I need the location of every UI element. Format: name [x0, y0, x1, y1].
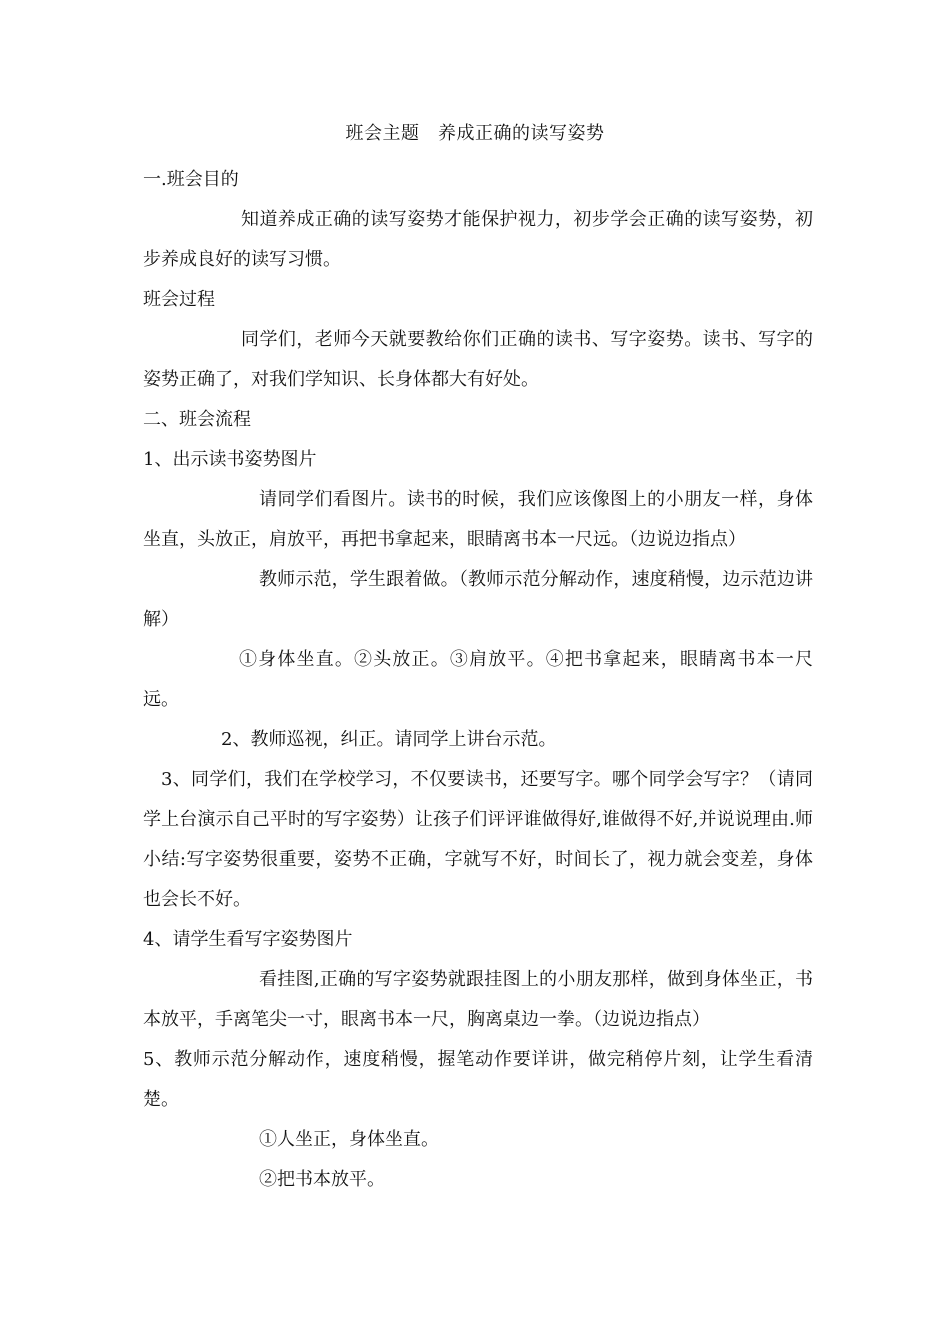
writing-step-1: ①人坐正，身体坐直。: [259, 1129, 439, 1150]
step-2: 2、教师巡视，纠正。请同学上讲台示范。: [221, 729, 557, 750]
document-title: 班会主题 养成正确的读写姿势: [345, 123, 605, 144]
section-heading-purpose: 一.班会目的: [143, 169, 239, 190]
paragraph-reading-steps: ①身体坐直。②头放正。③肩放平。④把书拿起来，眼睛离书本一尺远。: [143, 649, 813, 710]
paragraph-intro: 同学们，老师今天就要教给你们正确的读书、写字姿势。读书、写字的姿势正确了，对我们学知识、长身体都大有好处。: [143, 329, 813, 390]
step-5: 5、教师示范分解动作，速度稍慢，握笔动作要详讲，做完稍停片刻，让学生看清楚。: [143, 1049, 813, 1110]
section-heading-flow: 二、班会流程: [143, 409, 251, 430]
section-heading-process: 班会过程: [143, 289, 215, 310]
paragraph-teacher-demo: 教师示范，学生跟着做。（教师示范分解动作，速度稍慢，边示范边讲解）: [143, 569, 813, 630]
paragraph-purpose: 知道养成正确的读写姿势才能保护视力，初步学会正确的读写姿势，初步养成良好的读写习惯。: [143, 209, 813, 270]
step-3: 3、同学们，我们在学校学习，不仅要读书，还要写字。哪个同学会写字？（请同学上台演示自己平时的写字姿势）让孩子们评评谁做得好,谁做得不好,并说说理由.师小结:写字姿势很重要，姿势不正确，字就写不好，时间长了，视力就会变差，身体也会长不好。: [143, 769, 813, 910]
paragraph-reading-picture: 请同学们看图片。读书的时候，我们应该像图上的小朋友一样，身体坐直，头放正，肩放平，再把书拿起来，眼睛离书本一尺远。（边说边指点）: [143, 489, 813, 550]
writing-step-2: ②把书本放平。: [259, 1169, 385, 1190]
paragraph-writing-picture: 看挂图,正确的写字姿势就跟挂图上的小朋友那样，做到身体坐正，书本放平，手离笔尖一寸，眼离书本一尺，胸离桌边一拳。（边说边指点）: [143, 969, 813, 1030]
document-body: [143, 160, 813, 1200]
step-1-heading: 1、出示读书姿势图片: [143, 449, 317, 470]
step-4-heading: 4、请学生看写字姿势图片: [143, 929, 353, 950]
